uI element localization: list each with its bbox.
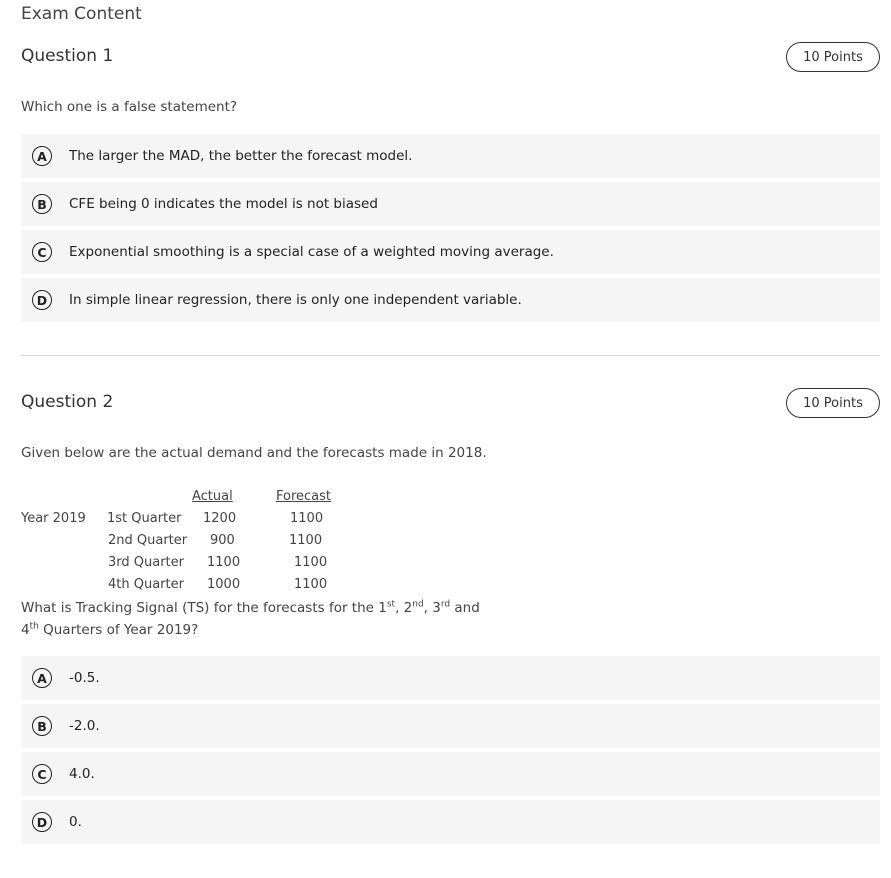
question-1-points-badge: 10 Points bbox=[786, 42, 880, 72]
question-1-options bbox=[21, 134, 880, 326]
table-header-actual: Actual bbox=[192, 489, 233, 504]
question-1-option-d[interactable] bbox=[21, 278, 880, 322]
option-text: In simple linear regression, there is only one independent variable. bbox=[69, 292, 522, 308]
option-letter-b-icon: B bbox=[32, 716, 52, 736]
option-letter-c-icon: C bbox=[32, 764, 52, 784]
table-year-label: Year 2019 bbox=[21, 511, 86, 526]
question-2-options bbox=[21, 656, 880, 848]
question-1-option-b[interactable] bbox=[21, 182, 880, 226]
question-2-body: What is Tracking Signal (TS) for the forecasts for the 1st, 2nd, 3rd and 4th Quarters of Year 2019? bbox=[21, 599, 480, 638]
option-letter-c-icon: C bbox=[32, 242, 52, 262]
question-divider bbox=[21, 355, 880, 356]
option-text: 4.0. bbox=[69, 766, 95, 782]
table-quarter: 2nd Quarter bbox=[108, 533, 188, 548]
question-1-option-a[interactable] bbox=[21, 134, 880, 178]
question-2-option-c[interactable] bbox=[21, 752, 880, 796]
question-2-option-a[interactable] bbox=[21, 656, 880, 700]
question-2-option-d[interactable] bbox=[21, 800, 880, 844]
table-forecast-value: 1100 bbox=[289, 533, 323, 548]
option-text: -2.0. bbox=[69, 718, 100, 734]
option-text: Exponential smoothing is a special case of a weighted moving average. bbox=[69, 244, 554, 260]
table-forecast-value: 1100 bbox=[290, 511, 324, 526]
table-actual-value: 1000 bbox=[207, 577, 241, 592]
question-1-option-c[interactable] bbox=[21, 230, 880, 274]
table-quarter: 4th Quarter bbox=[108, 577, 184, 592]
option-text: 0. bbox=[69, 814, 82, 830]
question-2-title: Question 2 bbox=[21, 392, 114, 412]
option-text: CFE being 0 indicates the model is not biased bbox=[69, 196, 378, 212]
table-forecast-value: 1100 bbox=[294, 577, 328, 592]
table-actual-value: 1200 bbox=[203, 511, 237, 526]
option-letter-d-icon: D bbox=[32, 812, 52, 832]
page-title: Exam Content bbox=[21, 4, 142, 24]
question-2-prompt: Given below are the actual demand and the forecasts made in 2018. bbox=[21, 445, 487, 461]
table-actual-value: 900 bbox=[210, 533, 235, 548]
option-letter-d-icon: D bbox=[32, 290, 52, 310]
table-quarter: 1st Quarter bbox=[107, 511, 182, 526]
question-2-points-badge: 10 Points bbox=[786, 388, 880, 418]
question-1-title: Question 1 bbox=[21, 46, 114, 66]
option-text: -0.5. bbox=[69, 670, 100, 686]
option-text: The larger the MAD, the better the forecast model. bbox=[69, 148, 413, 164]
table-quarter: 3rd Quarter bbox=[108, 555, 184, 570]
option-letter-b-icon: B bbox=[32, 194, 52, 214]
option-letter-a-icon: A bbox=[32, 668, 52, 688]
option-letter-a-icon: A bbox=[32, 146, 52, 166]
table-header-forecast: Forecast bbox=[276, 489, 332, 504]
question-2-option-b[interactable] bbox=[21, 704, 880, 748]
question-1-prompt: Which one is a false statement? bbox=[21, 99, 238, 115]
table-forecast-value: 1100 bbox=[294, 555, 328, 570]
table-actual-value: 1100 bbox=[207, 555, 241, 570]
